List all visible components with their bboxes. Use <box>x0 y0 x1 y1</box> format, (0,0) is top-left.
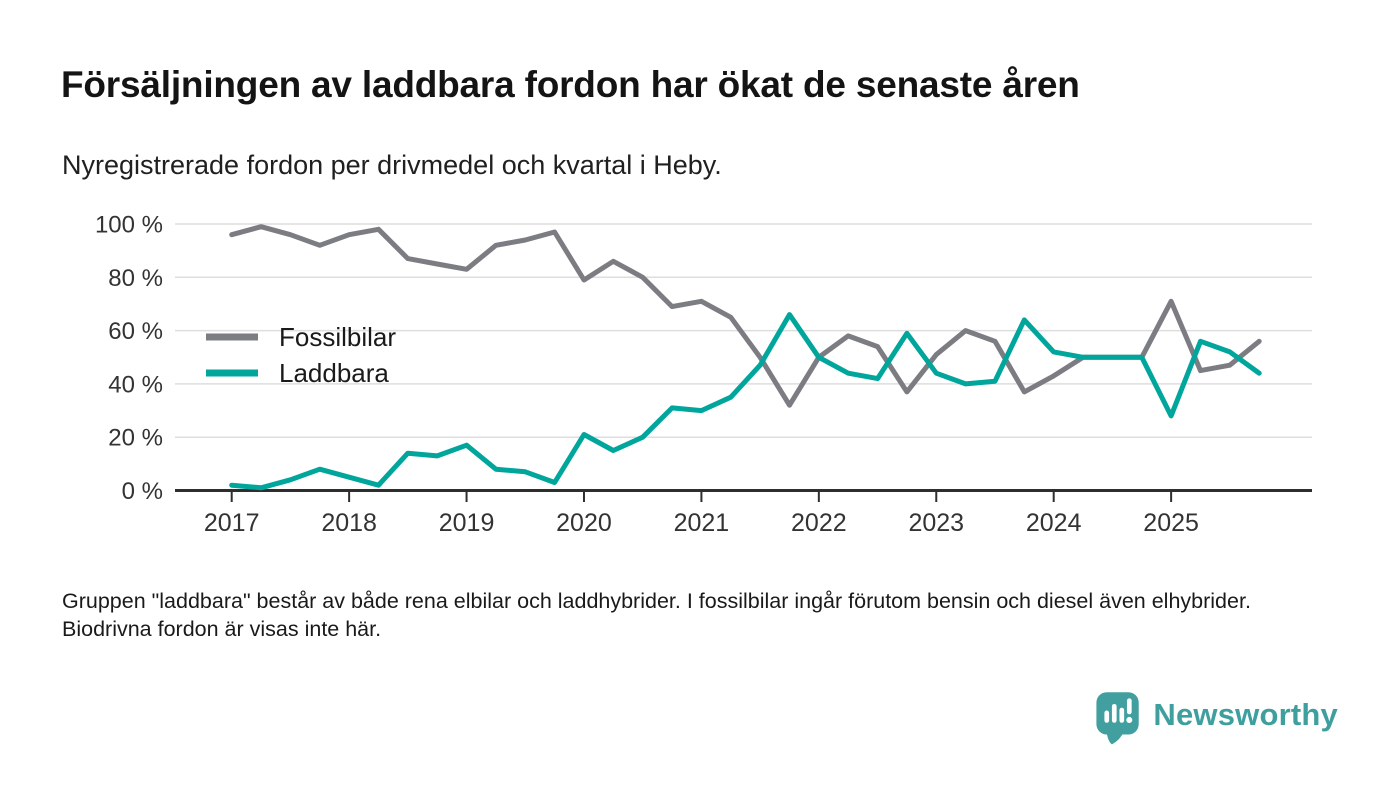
x-tick-label: 2020 <box>556 509 612 537</box>
x-tick-label: 2024 <box>1025 509 1082 537</box>
newsworthy-logo-icon <box>1095 690 1142 748</box>
x-tick-label: 2025 <box>1143 509 1199 537</box>
newsworthy-logo-text: Newsworthy <box>1153 697 1338 732</box>
y-tick-label: 0 % <box>121 478 163 505</box>
x-tick-label: 2023 <box>908 509 965 537</box>
legend-label-fossilbilar: Fossilbilar <box>279 322 397 352</box>
page-subtitle: Nyregistrerade fordon per drivmedel och kvartal i Heby. <box>62 150 722 180</box>
x-tick-label: 2022 <box>791 509 847 537</box>
y-tick-label: 80 % <box>108 264 163 292</box>
legend-label-laddbara: Laddbara <box>279 358 389 388</box>
page-title: Försäljningen av laddbara fordon har ökat de senaste åren <box>61 64 1080 105</box>
x-tick-label: 2017 <box>203 509 260 537</box>
x-tick-label: 2018 <box>321 509 377 537</box>
y-tick-label: 100 % <box>94 211 163 239</box>
footnote-text: Gruppen "laddbara" består av både rena elbilar och laddhybrider. I fossilbilar ingår förutom bensin och diesel även elhybrider. Biodrivna fordon är visas inte här. <box>62 589 1251 641</box>
x-tick-label: 2019 <box>438 509 495 537</box>
newsworthy-logo <box>1095 690 1338 748</box>
y-tick-label: 60 % <box>108 318 163 346</box>
y-tick-label: 40 % <box>108 371 163 399</box>
y-tick-label: 20 % <box>108 424 163 452</box>
x-tick-label: 2021 <box>673 509 730 537</box>
